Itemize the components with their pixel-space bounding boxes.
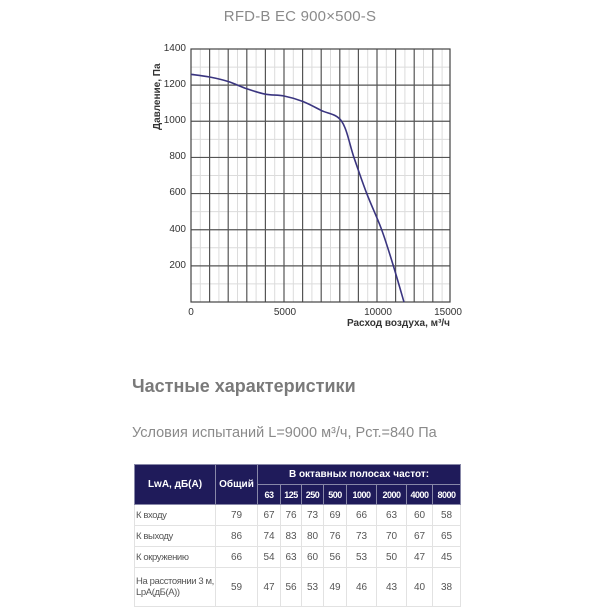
- cell: 83: [281, 526, 302, 547]
- y-tick: 1000: [163, 115, 186, 126]
- y-axis-label-text: Давление, Па: [152, 63, 163, 130]
- header-freq: 63: [258, 485, 281, 505]
- header-lwa: LwA, дБ(A): [135, 465, 216, 505]
- cell: 38: [433, 568, 461, 607]
- x-axis-label: Расход воздуха, м³/ч: [346, 318, 450, 329]
- y-tick: 200: [169, 260, 186, 271]
- cell: 63: [281, 547, 302, 568]
- test-conditions: Условия испытаний L=9000 м³/ч, Рст.=840 Па: [132, 425, 437, 441]
- cell: 49: [324, 568, 347, 607]
- cell: 69: [324, 505, 347, 526]
- cell: 65: [433, 526, 461, 547]
- row-label: К окружению: [135, 547, 216, 568]
- cell: 50: [377, 547, 407, 568]
- chart-title: RFD-B EC 900×500-S: [223, 8, 377, 25]
- cell: 56: [281, 568, 302, 607]
- cell: 46: [347, 568, 377, 607]
- x-tick: 15000: [434, 307, 462, 318]
- x-tick: 0: [188, 307, 194, 318]
- y-tick: 600: [169, 187, 186, 198]
- y-axis-label: [150, 42, 170, 142]
- row-label: На расстоянии 3 м, LpA(дБ(A)): [135, 568, 216, 607]
- header-freq: 500: [324, 485, 347, 505]
- cell: 53: [347, 547, 377, 568]
- row-label: К входу: [135, 505, 216, 526]
- cell: 45: [433, 547, 461, 568]
- table-row: [135, 505, 461, 526]
- header-octave-bands: В октавных полосах частот:: [258, 465, 461, 485]
- cell: 76: [324, 526, 347, 547]
- performance-curve: [191, 74, 404, 302]
- cell: 76: [281, 505, 302, 526]
- section-heading: Частные характеристики: [132, 376, 356, 396]
- cell-total: 79: [216, 505, 258, 526]
- cell: 60: [407, 505, 433, 526]
- y-tick: 400: [169, 224, 186, 235]
- x-tick: 5000: [273, 307, 297, 318]
- cell-total: 66: [216, 547, 258, 568]
- cell: 66: [347, 505, 377, 526]
- table-row: [135, 526, 461, 547]
- y-tick: 800: [169, 151, 186, 162]
- cell: 40: [407, 568, 433, 607]
- y-tick: 1200: [163, 79, 186, 90]
- cell: 56: [324, 547, 347, 568]
- cell-total: 59: [216, 568, 258, 607]
- cell: 58: [433, 505, 461, 526]
- table-row: [135, 547, 461, 568]
- table-row: [135, 568, 461, 607]
- header-freq: 125: [281, 485, 302, 505]
- noise-table: [134, 464, 461, 607]
- cell-total: 86: [216, 526, 258, 547]
- cell: 70: [377, 526, 407, 547]
- cell: 47: [407, 547, 433, 568]
- cell: 43: [377, 568, 407, 607]
- minor-grid: [191, 49, 450, 302]
- cell: 47: [258, 568, 281, 607]
- cell: 74: [258, 526, 281, 547]
- cell: 63: [377, 505, 407, 526]
- cell: 73: [347, 526, 377, 547]
- header-total: Общий: [216, 465, 258, 505]
- cell: 53: [302, 568, 324, 607]
- row-label: К выходу: [135, 526, 216, 547]
- header-freq: 4000: [407, 485, 433, 505]
- header-freq: 1000: [347, 485, 377, 505]
- cell: 80: [302, 526, 324, 547]
- cell: 67: [258, 505, 281, 526]
- cell: 60: [302, 547, 324, 568]
- y-tick: 1400: [163, 43, 186, 54]
- x-tick: 10000: [364, 307, 392, 318]
- cell: 67: [407, 526, 433, 547]
- header-freq: 2000: [377, 485, 407, 505]
- cell: 54: [258, 547, 281, 568]
- cell: 73: [302, 505, 324, 526]
- header-freq: 250: [302, 485, 324, 505]
- header-freq: 8000: [433, 485, 461, 505]
